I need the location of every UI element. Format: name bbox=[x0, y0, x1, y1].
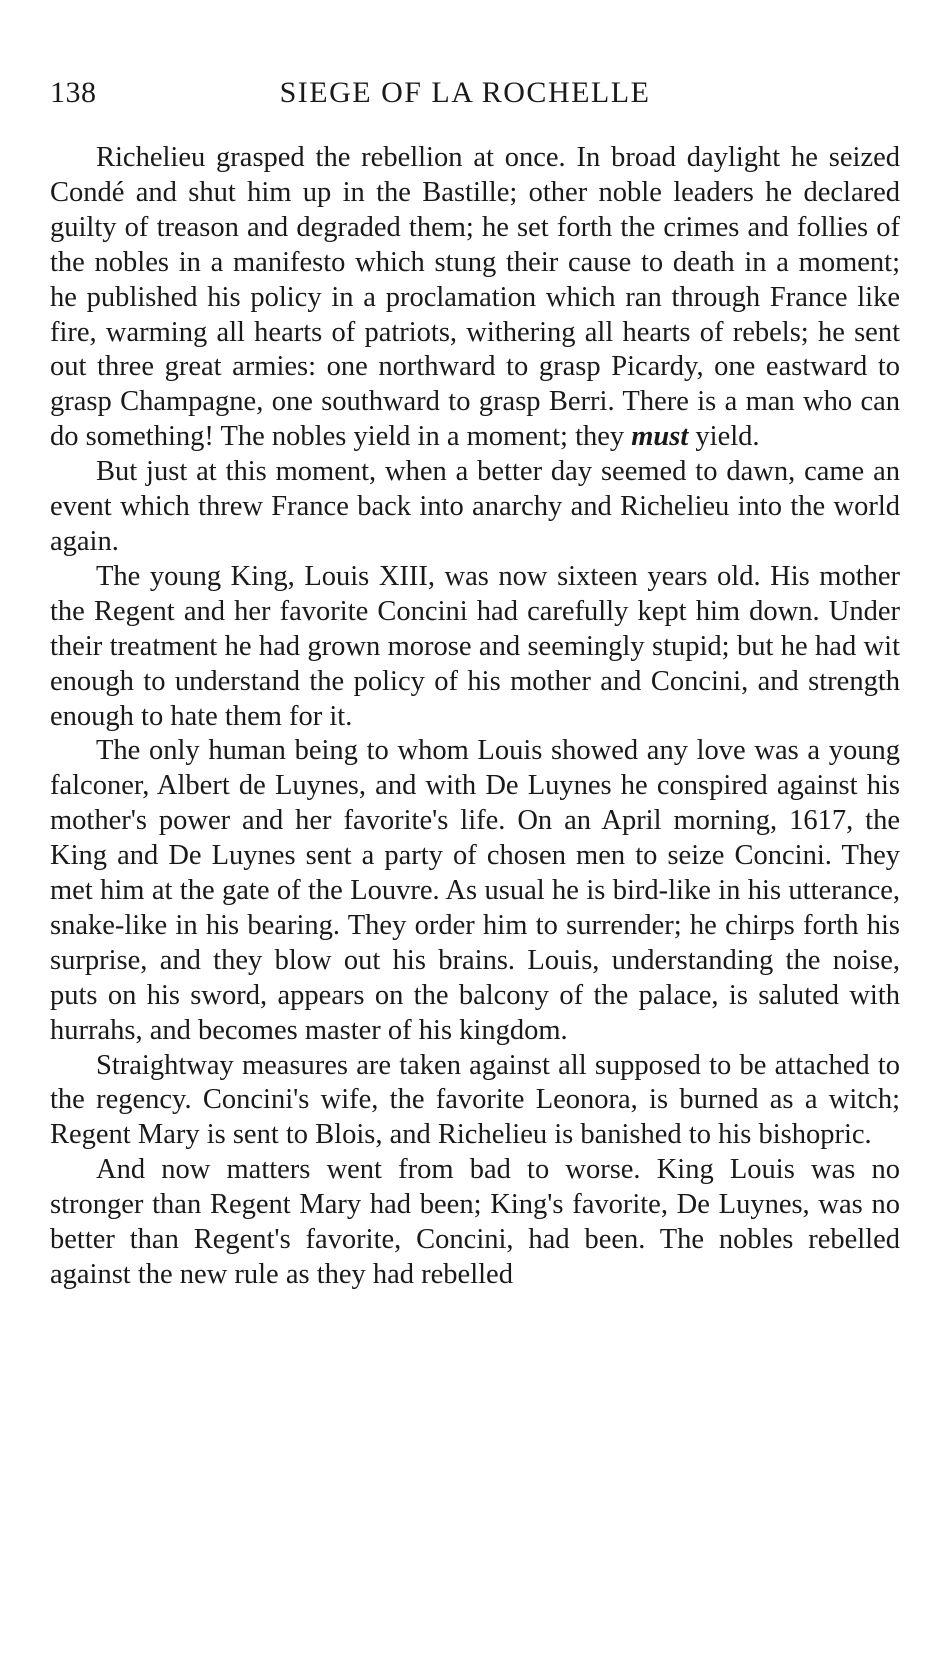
body-text bbox=[50, 141, 900, 1293]
paragraph-young-king: The young King, Louis XIII, was now sixteen years old. His mother the Regent and her favorite Concini had carefully kept him down. Under their treatment he had grown morose and seemingly stupid; but he had wit enough to understand the policy of his mother and Concini, and strength enough to hate them for it. bbox=[50, 560, 900, 732]
page-number: 138 bbox=[50, 76, 97, 109]
running-head bbox=[50, 76, 900, 116]
paragraph-de-luynes: The only human being to whom Louis showed any love was a young falconer, Albert de Luynes, and with De Luynes he conspired against his mother's power and her favorite's life. On an April morning, 1617, the King and De Luynes sent a party of chosen men to seize Concini. They met him at the gate of the Louvre. As usual he is bird-like in his utterance, snake-like in his bearing. They order him to surrender; he chirps forth his surprise, and they blow out his brains. Louis, understanding the noise, puts on his sword, appears on the balcony of the palace, is saluted with hurrahs, and becomes master of his kingdom. bbox=[50, 735, 900, 1046]
paragraph-bad-to-worse: And now matters went from bad to worse. King Louis was no stronger than Regent Mary had been; King's favorite, De Luynes, was no better than Regent's favorite, Concini, had been. The nobles rebelled against the new rule as they had rebelled bbox=[50, 1154, 900, 1290]
paragraph-text: yield. bbox=[695, 421, 760, 453]
paragraph-better-day: But just at this moment, when a better day seemed to dawn, came an event which threw France back into anarchy and Richelieu into the world again. bbox=[50, 456, 900, 557]
book-page bbox=[50, 0, 900, 1670]
paragraph-richelieu-grasps-rebellion bbox=[50, 141, 900, 455]
emphasized-word: must bbox=[631, 421, 689, 453]
chapter-title: SIEGE OF LA ROCHELLE bbox=[279, 76, 651, 109]
paragraph-regency-measures: Straightway measures are taken against all supposed to be attached to the regency. Concini's wife, the favorite Leonora, is burned as a witch; Regent Mary is sent to Blois, and Richelieu is banished to his bishopric. bbox=[50, 1049, 900, 1151]
paragraph-text: Richelieu grasped the rebellion at once. In broad daylight he seized Condé and shut him up in the Bastille; other noble leaders he declared guilty of treason and degraded them; he set forth the crimes and follies of the nobles in a manifesto which stung their cause to death in a moment; he published his policy in a proclamation which ran through France like fire, warming all hearts of patriots, withering all hearts of rebels; he sent out three great armies: one northward to grasp Picardy, one eastward to grasp Champagne, one southward to grasp Berri. There is a man who can do something! The nobles yield in a moment; they bbox=[50, 142, 900, 453]
